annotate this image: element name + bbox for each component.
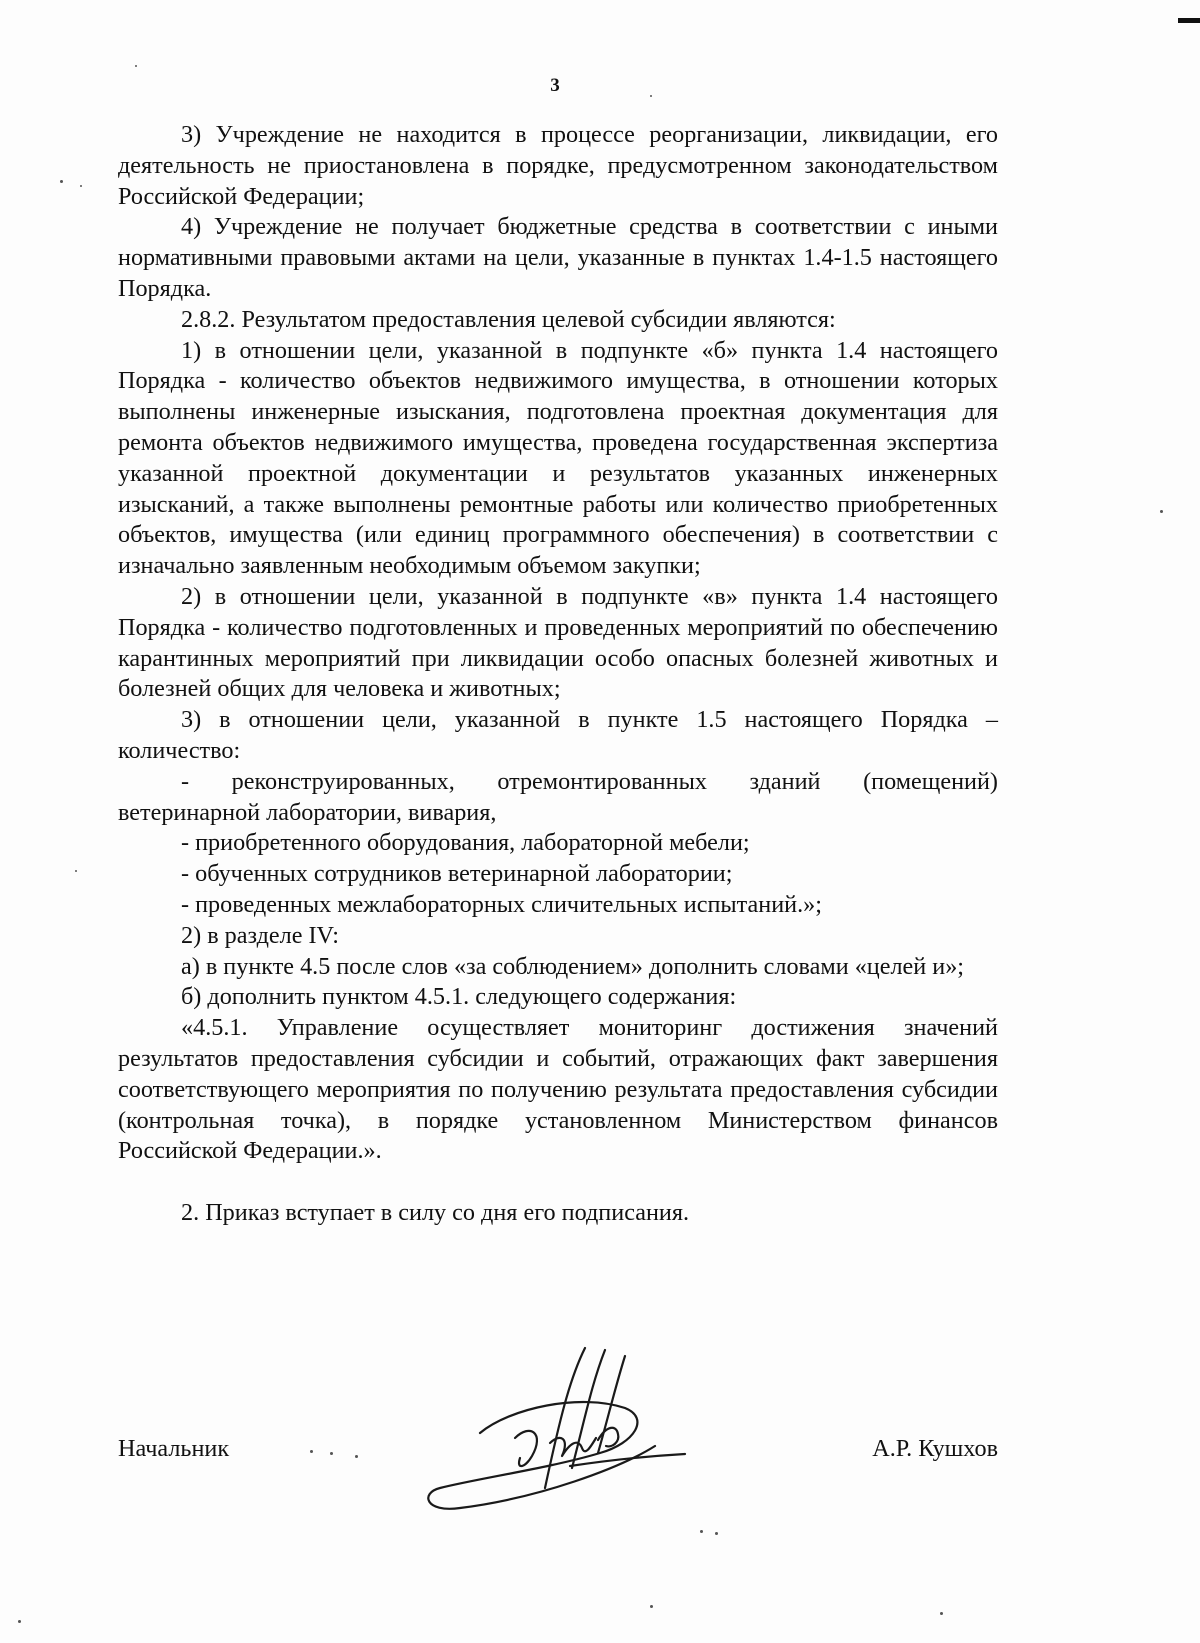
scan-speck bbox=[355, 1455, 358, 1458]
paragraph-10: - проведенных межлабораторных сличительных испытаний.»; bbox=[181, 890, 822, 918]
scan-speck bbox=[18, 1620, 21, 1623]
paragraph-13: б) дополнить пунктом 4.5.1. следующего содержания: bbox=[181, 983, 737, 1011]
paragraph-1: 3) Учреждение не находится в процессе реорганизации, ликвидации, его деятельность не приостановлена в порядке, предусмотренном законодательством Российской Федерации; bbox=[118, 121, 998, 210]
scan-speck bbox=[1160, 510, 1163, 513]
paragraph-7: - реконструированных, отремонтированных зданий (помещений) ветеринарной лаборатории, вивария, bbox=[118, 767, 998, 826]
scan-speck bbox=[715, 1532, 718, 1535]
paragraph-4: 1) в отношении цели, указанной в подпункте «б» пункта 1.4 настоящего Порядка - количество объектов недвижимого имущества, в отношении которых выполнены инженерные изыскания, подготовлена проектная документация для ремонта объектов недвижимого имущества, проведена государственная экспертиза указанной проектной документации и результатов указанных инженерных изысканий, а также выполнены ремонтные работы или количество приобретенных объектов, имущества (или единиц программного обеспечения) в соответствии с изначально заявленным необходимым объемом закупки; bbox=[118, 336, 998, 580]
paragraph-11: 2) в разделе IV: bbox=[181, 921, 339, 949]
scan-speck bbox=[700, 1530, 703, 1533]
scan-speck bbox=[135, 65, 137, 67]
scan-corner-mark bbox=[1178, 18, 1200, 23]
signature-block bbox=[118, 1435, 998, 1475]
scan-speck bbox=[80, 185, 82, 187]
scan-speck bbox=[60, 180, 63, 183]
paragraph-9: - обученных сотрудников ветеринарной лаборатории; bbox=[181, 860, 733, 888]
paragraph-8: - приобретенного оборудования, лабораторной мебели; bbox=[181, 829, 750, 857]
paragraph-2: 4) Учреждение не получает бюджетные средства в соответствии с иными нормативными правовыми актами на цели, указанные в пунктах 1.4-1.5 настоящего Порядка. bbox=[118, 213, 998, 302]
scan-speck bbox=[75, 870, 77, 872]
signer-position: Начальник bbox=[118, 1435, 230, 1462]
paragraph-12: а) в пункте 4.5 после слов «за соблюдением» дополнить словами «целей и»; bbox=[181, 952, 965, 980]
scan-speck bbox=[940, 1612, 943, 1615]
paragraph-6: 3) в отношении цели, указанной в пункте 1.5 настоящего Порядка – количество: bbox=[118, 706, 998, 764]
scan-speck bbox=[650, 1605, 653, 1608]
page-number: 3 bbox=[550, 75, 560, 96]
paragraph-14: «4.5.1. Управление осуществляет мониторинг достижения значений результатов предоставления субсидии и событий, отражающих факт завершения соответствующего мероприятия по получению результата предоставления субсидии (контрольная точка), в порядке установленном Министерством финансов Российской Федерации.». bbox=[118, 1014, 998, 1165]
scan-speck bbox=[650, 95, 652, 97]
scan-speck bbox=[330, 1452, 333, 1455]
signer-name: А.Р. Кушхов bbox=[872, 1435, 998, 1462]
handwritten-signature-icon bbox=[420, 1338, 720, 1518]
scan-speck bbox=[310, 1450, 313, 1453]
paragraph-5: 2) в отношении цели, указанной в подпункте «в» пункта 1.4 настоящего Порядка - количество подготовленных и проведенных мероприятий по обеспечению карантинных мероприятий при ликвидации особо опасных болезней животных и болезней общих для человека и животных; bbox=[118, 582, 998, 703]
document-body bbox=[118, 120, 998, 1229]
closing-paragraph: 2. Приказ вступает в силу со дня его подписания. bbox=[181, 1199, 690, 1227]
paragraph-3: 2.8.2. Результатом предоставления целевой субсидии являются: bbox=[181, 305, 836, 333]
